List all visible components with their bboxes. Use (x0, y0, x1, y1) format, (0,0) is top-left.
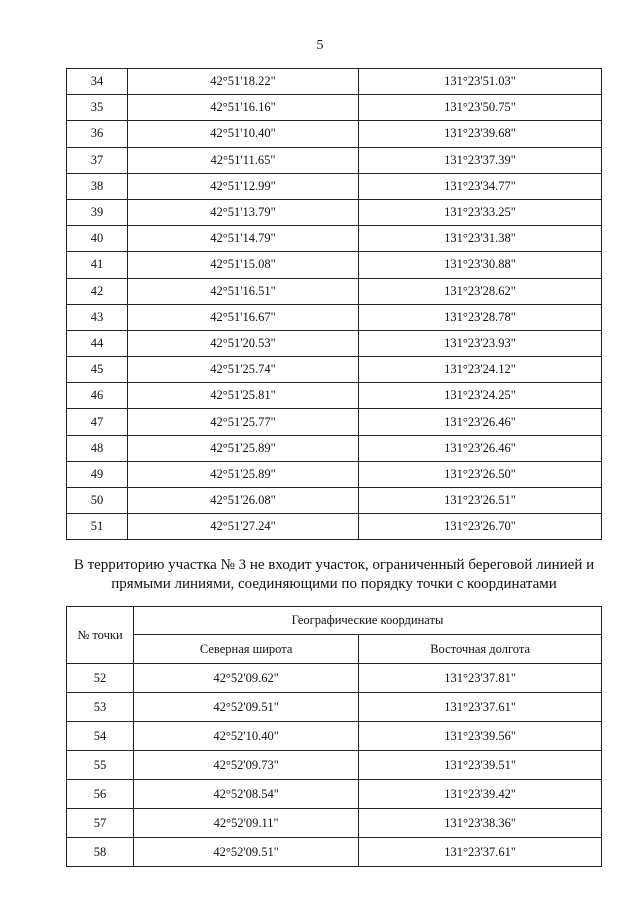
table-row (67, 383, 602, 409)
table-row (67, 226, 602, 252)
longitude-cell: 131°23'24.25" (359, 383, 602, 409)
longitude-cell: 131°23'26.46" (359, 409, 602, 435)
table-row (67, 488, 602, 514)
point-number-cell: 39 (67, 199, 128, 225)
longitude-cell: 131°23'33.25" (359, 199, 602, 225)
table-row (67, 199, 602, 225)
header-geographic-coordinates: Географические координаты (134, 607, 602, 635)
latitude-cell: 42°51'25.89" (128, 461, 359, 487)
point-number-cell: 42 (67, 278, 128, 304)
point-number-cell: 57 (67, 809, 134, 838)
point-number-cell: 46 (67, 383, 128, 409)
table-row (67, 435, 602, 461)
exclusion-paragraph: В территорию участка № 3 не входит участок, ограниченный береговой линией и прямыми линиями, соединяющими по порядку точки с координатами (73, 557, 595, 592)
table-row (67, 252, 602, 278)
longitude-cell: 131°23'37.39" (359, 147, 602, 173)
longitude-cell: 131°23'30.88" (359, 252, 602, 278)
exclusion-table-body (67, 664, 602, 867)
point-number-cell: 49 (67, 461, 128, 487)
longitude-cell: 131°23'50.75" (359, 95, 602, 121)
latitude-cell: 42°51'16.16" (128, 95, 359, 121)
header-north-latitude: Северная широта (134, 635, 359, 664)
latitude-cell: 42°51'25.74" (128, 357, 359, 383)
point-number-cell: 44 (67, 330, 128, 356)
latitude-cell: 42°52'09.73" (134, 751, 359, 780)
table-row (67, 780, 602, 809)
latitude-cell: 42°51'12.99" (128, 173, 359, 199)
longitude-cell: 131°23'38.36" (359, 809, 602, 838)
latitude-cell: 42°51'11.65" (128, 147, 359, 173)
point-number-cell: 41 (67, 252, 128, 278)
table-header (67, 607, 602, 664)
latitude-cell: 42°51'10.40" (128, 121, 359, 147)
point-number-cell: 45 (67, 357, 128, 383)
table-row (67, 664, 602, 693)
longitude-cell: 131°23'26.46" (359, 435, 602, 461)
point-number-cell: 43 (67, 304, 128, 330)
table-row (67, 838, 602, 867)
point-number-cell: 34 (67, 69, 128, 95)
latitude-cell: 42°51'13.79" (128, 199, 359, 225)
longitude-cell: 131°23'34.77" (359, 173, 602, 199)
latitude-cell: 42°52'09.11" (134, 809, 359, 838)
point-number-cell: 51 (67, 514, 128, 540)
table-row (67, 809, 602, 838)
table-row (67, 693, 602, 722)
longitude-cell: 131°23'26.51" (359, 488, 602, 514)
latitude-cell: 42°51'16.51" (128, 278, 359, 304)
longitude-cell: 131°23'26.70" (359, 514, 602, 540)
point-number-cell: 54 (67, 722, 134, 751)
table-row (67, 409, 602, 435)
point-number-cell: 58 (67, 838, 134, 867)
point-number-cell: 47 (67, 409, 128, 435)
longitude-cell: 131°23'39.56" (359, 722, 602, 751)
table-row (67, 69, 602, 95)
table-row (67, 357, 602, 383)
point-number-cell: 35 (67, 95, 128, 121)
point-number-cell: 36 (67, 121, 128, 147)
latitude-cell: 42°51'15.08" (128, 252, 359, 278)
table-row (67, 278, 602, 304)
point-number-cell: 38 (67, 173, 128, 199)
latitude-cell: 42°52'09.51" (134, 838, 359, 867)
table-row (67, 514, 602, 540)
header-east-longitude: Восточная долгота (359, 635, 602, 664)
table-row (67, 147, 602, 173)
latitude-cell: 42°51'25.89" (128, 435, 359, 461)
latitude-cell: 42°52'10.40" (134, 722, 359, 751)
table-row (67, 121, 602, 147)
latitude-cell: 42°51'18.22" (128, 69, 359, 95)
latitude-cell: 42°52'09.51" (134, 693, 359, 722)
longitude-cell: 131°23'26.50" (359, 461, 602, 487)
point-number-cell: 52 (67, 664, 134, 693)
table-row (67, 330, 602, 356)
longitude-cell: 131°23'39.42" (359, 780, 602, 809)
latitude-cell: 42°51'20.53" (128, 330, 359, 356)
longitude-cell: 131°23'37.61" (359, 693, 602, 722)
point-number-cell: 40 (67, 226, 128, 252)
latitude-cell: 42°52'08.54" (134, 780, 359, 809)
longitude-cell: 131°23'23.93" (359, 330, 602, 356)
header-point-number: № точки (67, 607, 134, 664)
latitude-cell: 42°51'27.24" (128, 514, 359, 540)
longitude-cell: 131°23'28.78" (359, 304, 602, 330)
latitude-cell: 42°51'16.67" (128, 304, 359, 330)
latitude-cell: 42°51'25.77" (128, 409, 359, 435)
table-row (67, 304, 602, 330)
table-row (67, 461, 602, 487)
table-row (67, 173, 602, 199)
longitude-cell: 131°23'51.03" (359, 69, 602, 95)
table-row (67, 95, 602, 121)
point-number-cell: 56 (67, 780, 134, 809)
latitude-cell: 42°51'14.79" (128, 226, 359, 252)
point-number-cell: 37 (67, 147, 128, 173)
point-number-cell: 48 (67, 435, 128, 461)
point-number-cell: 50 (67, 488, 128, 514)
latitude-cell: 42°51'26.08" (128, 488, 359, 514)
coordinates-table-body (67, 69, 602, 540)
point-number-cell: 53 (67, 693, 134, 722)
latitude-cell: 42°52'09.62" (134, 664, 359, 693)
table-row (67, 722, 602, 751)
longitude-cell: 131°23'28.62" (359, 278, 602, 304)
longitude-cell: 131°23'37.81" (359, 664, 602, 693)
longitude-cell: 131°23'37.61" (359, 838, 602, 867)
point-number-cell: 55 (67, 751, 134, 780)
longitude-cell: 131°23'31.38" (359, 226, 602, 252)
coordinates-table-continued (66, 68, 602, 540)
longitude-cell: 131°23'39.68" (359, 121, 602, 147)
longitude-cell: 131°23'24.12" (359, 357, 602, 383)
page-number: 5 (316, 38, 324, 53)
table-row (67, 751, 602, 780)
latitude-cell: 42°51'25.81" (128, 383, 359, 409)
exclusion-coordinates-table (66, 606, 602, 867)
longitude-cell: 131°23'39.51" (359, 751, 602, 780)
